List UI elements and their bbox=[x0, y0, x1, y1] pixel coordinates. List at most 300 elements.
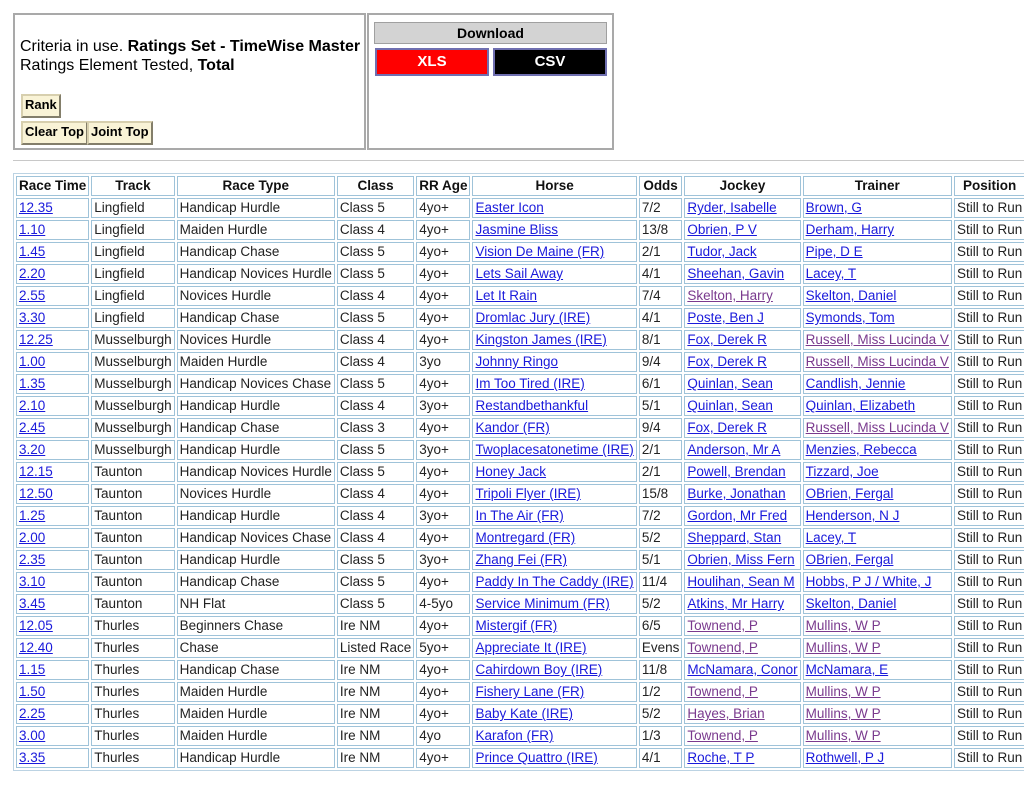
trainer-link[interactable]: Russell, Miss Lucinda V bbox=[805, 354, 949, 369]
class-cell: Class 5 bbox=[337, 242, 414, 262]
table-row bbox=[16, 308, 1024, 328]
xls-download-button[interactable]: XLS bbox=[375, 48, 489, 76]
rr-age-cell: 4yo+ bbox=[416, 528, 470, 548]
jockey-link[interactable]: Ryder, Isabelle bbox=[687, 200, 777, 215]
jockey-cell bbox=[684, 352, 800, 372]
class-cell: Class 4 bbox=[337, 484, 414, 504]
race-type-cell: Handicap Chase bbox=[177, 660, 335, 680]
race-time-link[interactable]: 1.15 bbox=[19, 662, 46, 677]
table-body bbox=[16, 198, 1024, 768]
trainer-link[interactable]: Candlish, Jennie bbox=[805, 376, 906, 391]
trainer-cell bbox=[803, 374, 952, 394]
horse-cell bbox=[472, 528, 636, 548]
trainer-cell bbox=[803, 308, 952, 328]
jockey-link[interactable]: Poste, Ben J bbox=[687, 310, 764, 325]
trainer-link[interactable]: Rothwell, P J bbox=[805, 750, 885, 765]
horse-link[interactable]: Twoplacesatonetime (IRE) bbox=[475, 442, 634, 457]
odds-cell: 6/5 bbox=[639, 616, 683, 636]
race-time-link[interactable]: 3.10 bbox=[19, 574, 46, 589]
track-cell: Musselburgh bbox=[91, 330, 174, 350]
rr-age-cell: 4yo+ bbox=[416, 264, 470, 284]
trainer-link[interactable]: Henderson, N J bbox=[805, 508, 900, 523]
jockey-link[interactable]: Townend, P bbox=[687, 684, 758, 699]
horse-link[interactable]: Prince Quattro (IRE) bbox=[475, 750, 598, 765]
race-time-cell bbox=[16, 198, 89, 218]
criteria-line-1: Criteria in use. Ratings Set - TimeWise Master bbox=[20, 38, 361, 55]
horse-link[interactable]: Montregard (FR) bbox=[475, 530, 576, 545]
race-time-cell bbox=[16, 264, 89, 284]
race-time-link[interactable]: 12.25 bbox=[19, 332, 53, 347]
race-time-link[interactable]: 2.45 bbox=[19, 420, 46, 435]
horse-cell bbox=[472, 660, 636, 680]
race-type-cell: Novices Hurdle bbox=[177, 330, 335, 350]
table-row bbox=[16, 572, 1024, 592]
table-row bbox=[16, 374, 1024, 394]
horse-cell bbox=[472, 506, 636, 526]
race-time-link[interactable]: 1.10 bbox=[19, 222, 46, 237]
jockey-link[interactable]: Quinlan, Sean bbox=[687, 398, 773, 413]
jockey-link[interactable]: Townend, P bbox=[687, 640, 758, 655]
class-cell: Class 4 bbox=[337, 220, 414, 240]
table-row bbox=[16, 220, 1024, 240]
race-time-cell bbox=[16, 616, 89, 636]
race-type-cell: Maiden Hurdle bbox=[177, 726, 335, 746]
position-cell: Still to Run bbox=[954, 484, 1024, 504]
trainer-cell bbox=[803, 418, 952, 438]
position-cell: Still to Run bbox=[954, 462, 1024, 482]
table-row bbox=[16, 198, 1024, 218]
trainer-link[interactable]: Russell, Miss Lucinda V bbox=[805, 420, 949, 435]
horse-cell bbox=[472, 418, 636, 438]
race-type-cell: Handicap Chase bbox=[177, 308, 335, 328]
race-type-cell: Handicap Chase bbox=[177, 572, 335, 592]
track-cell: Lingfield bbox=[91, 220, 174, 240]
csv-download-button[interactable]: CSV bbox=[493, 48, 607, 76]
trainer-link[interactable]: Tizzard, Joe bbox=[805, 464, 879, 479]
jockey-link[interactable]: Townend, P bbox=[687, 618, 758, 633]
horse-link[interactable]: Dromlac Jury (IRE) bbox=[475, 310, 591, 325]
position-cell: Still to Run bbox=[954, 396, 1024, 416]
trainer-link[interactable]: Pipe, D E bbox=[805, 244, 863, 259]
race-time-cell bbox=[16, 418, 89, 438]
trainer-link[interactable]: OBrien, Fergal bbox=[805, 486, 894, 501]
race-type-cell: Chase bbox=[177, 638, 335, 658]
track-cell: Lingfield bbox=[91, 264, 174, 284]
table-row bbox=[16, 528, 1024, 548]
race-time-link[interactable]: 2.10 bbox=[19, 398, 46, 413]
trainer-cell bbox=[803, 352, 952, 372]
horse-cell bbox=[472, 242, 636, 262]
race-type-cell: NH Flat bbox=[177, 594, 335, 614]
trainer-link[interactable]: Skelton, Daniel bbox=[805, 288, 897, 303]
race-time-cell bbox=[16, 440, 89, 460]
horse-link[interactable]: Service Minimum (FR) bbox=[475, 596, 610, 611]
jockey-link[interactable]: Roche, T P bbox=[687, 750, 755, 765]
rr-age-cell: 4yo+ bbox=[416, 682, 470, 702]
horse-link[interactable]: Tripoli Flyer (IRE) bbox=[475, 486, 581, 501]
horse-link[interactable]: Johnny Ringo bbox=[475, 354, 559, 369]
race-type-cell: Handicap Novices Hurdle bbox=[177, 462, 335, 482]
header-trainer[interactable]: Trainer bbox=[803, 176, 952, 196]
clear-top-button[interactable]: Clear Top bbox=[21, 121, 88, 145]
rr-age-cell: 3yo+ bbox=[416, 396, 470, 416]
horse-link[interactable]: Karafon (FR) bbox=[475, 728, 554, 743]
race-time-cell bbox=[16, 330, 89, 350]
race-time-link[interactable]: 2.00 bbox=[19, 530, 46, 545]
race-time-cell bbox=[16, 704, 89, 724]
track-cell: Thurles bbox=[91, 748, 174, 768]
section-divider bbox=[13, 160, 1024, 161]
table-row bbox=[16, 550, 1024, 570]
jockey-link[interactable]: Fox, Derek R bbox=[687, 420, 767, 435]
trainer-link[interactable]: OBrien, Fergal bbox=[805, 552, 894, 567]
odds-cell: 11/8 bbox=[639, 660, 683, 680]
class-cell: Ire NM bbox=[337, 726, 414, 746]
table-row bbox=[16, 616, 1024, 636]
odds-cell: Evens bbox=[639, 638, 683, 658]
rr-age-cell: 4yo bbox=[416, 726, 470, 746]
track-cell: Taunton bbox=[91, 572, 174, 592]
ratings-set-name: Ratings Set - TimeWise Master bbox=[127, 38, 361, 55]
jockey-cell bbox=[684, 308, 800, 328]
jockey-link[interactable]: Skelton, Harry bbox=[687, 288, 773, 303]
horse-link[interactable]: Kandor (FR) bbox=[475, 420, 550, 435]
horse-link[interactable]: Honey Jack bbox=[475, 464, 547, 479]
race-time-link[interactable]: 1.50 bbox=[19, 684, 46, 699]
class-cell: Class 4 bbox=[337, 396, 414, 416]
race-time-cell bbox=[16, 572, 89, 592]
race-time-link[interactable]: 1.35 bbox=[19, 376, 46, 391]
trainer-link[interactable]: Menzies, Rebecca bbox=[805, 442, 917, 457]
jockey-cell bbox=[684, 726, 800, 746]
trainer-link[interactable]: Mullins, W P bbox=[805, 684, 881, 699]
race-time-cell bbox=[16, 726, 89, 746]
jockey-link[interactable]: Powell, Brendan bbox=[687, 464, 786, 479]
race-time-link[interactable]: 3.00 bbox=[19, 728, 46, 743]
race-time-link[interactable]: 2.35 bbox=[19, 552, 46, 567]
trainer-link[interactable]: Brown, G bbox=[805, 200, 862, 215]
trainer-cell bbox=[803, 594, 952, 614]
race-time-link[interactable]: 12.40 bbox=[19, 640, 53, 655]
jockey-link[interactable]: Quinlan, Sean bbox=[687, 376, 773, 391]
joint-top-button[interactable]: Joint Top bbox=[87, 121, 153, 145]
rr-age-cell: 4yo+ bbox=[416, 748, 470, 768]
jockey-link[interactable]: Tudor, Jack bbox=[687, 244, 757, 259]
track-cell: Lingfield bbox=[91, 198, 174, 218]
race-time-link[interactable]: 12.15 bbox=[19, 464, 53, 479]
odds-cell: 9/4 bbox=[639, 352, 683, 372]
odds-cell: 5/2 bbox=[639, 704, 683, 724]
race-time-link[interactable]: 12.05 bbox=[19, 618, 53, 633]
odds-cell: 8/1 bbox=[639, 330, 683, 350]
horse-cell bbox=[472, 484, 636, 504]
race-time-cell bbox=[16, 528, 89, 548]
trainer-cell bbox=[803, 616, 952, 636]
table-row bbox=[16, 506, 1024, 526]
trainer-cell bbox=[803, 550, 952, 570]
jockey-link[interactable]: McNamara, Conor bbox=[687, 662, 798, 677]
race-type-cell: Handicap Novices Hurdle bbox=[177, 264, 335, 284]
horse-link[interactable]: Restandbethankful bbox=[475, 398, 589, 413]
table-row bbox=[16, 748, 1024, 768]
trainer-link[interactable]: Mullins, W P bbox=[805, 706, 881, 721]
jockey-cell bbox=[684, 198, 800, 218]
race-time-cell bbox=[16, 308, 89, 328]
rr-age-cell: 4yo+ bbox=[416, 220, 470, 240]
table-row bbox=[16, 484, 1024, 504]
race-time-link[interactable]: 3.20 bbox=[19, 442, 46, 457]
jockey-link[interactable]: Houlihan, Sean M bbox=[687, 574, 795, 589]
header-jockey[interactable]: Jockey bbox=[684, 176, 800, 196]
jockey-link[interactable]: Fox, Derek R bbox=[687, 332, 767, 347]
jockey-cell bbox=[684, 264, 800, 284]
position-cell: Still to Run bbox=[954, 242, 1024, 262]
race-time-cell bbox=[16, 220, 89, 240]
trainer-link[interactable]: Derham, Harry bbox=[805, 222, 895, 237]
horse-cell bbox=[472, 682, 636, 702]
class-cell: Ire NM bbox=[337, 704, 414, 724]
race-time-link[interactable]: 3.30 bbox=[19, 310, 46, 325]
horse-cell bbox=[472, 616, 636, 636]
race-type-cell: Handicap Hurdle bbox=[177, 506, 335, 526]
race-time-link[interactable]: 1.45 bbox=[19, 244, 46, 259]
track-cell: Thurles bbox=[91, 638, 174, 658]
horse-link[interactable]: Paddy In The Caddy (IRE) bbox=[475, 574, 634, 589]
position-cell: Still to Run bbox=[954, 682, 1024, 702]
race-time-link[interactable]: 12.50 bbox=[19, 486, 53, 501]
odds-cell: 11/4 bbox=[639, 572, 683, 592]
trainer-cell bbox=[803, 748, 952, 768]
jockey-link[interactable]: Sheppard, Stan bbox=[687, 530, 782, 545]
jockey-link[interactable]: Atkins, Mr Harry bbox=[687, 596, 785, 611]
class-cell: Class 5 bbox=[337, 308, 414, 328]
horse-cell bbox=[472, 330, 636, 350]
trainer-link[interactable]: Mullins, W P bbox=[805, 618, 881, 633]
trainer-cell bbox=[803, 198, 952, 218]
header-odds[interactable]: Odds bbox=[639, 176, 683, 196]
odds-cell: 9/4 bbox=[639, 418, 683, 438]
position-cell: Still to Run bbox=[954, 748, 1024, 768]
class-cell: Ire NM bbox=[337, 748, 414, 768]
odds-cell: 7/2 bbox=[639, 506, 683, 526]
class-cell: Class 4 bbox=[337, 352, 414, 372]
odds-cell: 6/1 bbox=[639, 374, 683, 394]
horse-link[interactable]: Vision De Maine (FR) bbox=[475, 244, 605, 259]
jockey-link[interactable]: Anderson, Mr A bbox=[687, 442, 781, 457]
track-cell: Musselburgh bbox=[91, 374, 174, 394]
jockey-link[interactable]: Sheehan, Gavin bbox=[687, 266, 785, 281]
race-time-link[interactable]: 3.45 bbox=[19, 596, 46, 611]
jockey-link[interactable]: Gordon, Mr Fred bbox=[687, 508, 788, 523]
class-cell: Class 3 bbox=[337, 418, 414, 438]
odds-cell: 2/1 bbox=[639, 440, 683, 460]
class-cell: Class 4 bbox=[337, 286, 414, 306]
jockey-cell bbox=[684, 704, 800, 724]
header-rr-age[interactable]: RR Age bbox=[416, 176, 470, 196]
jockey-link[interactable]: Hayes, Brian bbox=[687, 706, 765, 721]
jockey-cell bbox=[684, 242, 800, 262]
race-time-link[interactable]: 3.35 bbox=[19, 750, 46, 765]
jockey-link[interactable]: Obrien, P V bbox=[687, 222, 757, 237]
class-cell: Class 5 bbox=[337, 550, 414, 570]
jockey-link[interactable]: Townend, P bbox=[687, 728, 758, 743]
header-race-time[interactable]: Race Time bbox=[16, 176, 89, 196]
horse-link[interactable]: In The Air (FR) bbox=[475, 508, 564, 523]
trainer-link[interactable]: Hobbs, P J / White, J bbox=[805, 574, 932, 589]
horse-cell bbox=[472, 198, 636, 218]
position-cell: Still to Run bbox=[954, 638, 1024, 658]
race-time-link[interactable]: 2.20 bbox=[19, 266, 46, 281]
race-time-link[interactable]: 1.00 bbox=[19, 354, 46, 369]
position-cell: Still to Run bbox=[954, 308, 1024, 328]
rr-age-cell: 5yo+ bbox=[416, 638, 470, 658]
race-time-cell bbox=[16, 374, 89, 394]
rank-button[interactable]: Rank bbox=[21, 94, 61, 118]
jockey-link[interactable]: Fox, Derek R bbox=[687, 354, 767, 369]
odds-cell: 7/4 bbox=[639, 286, 683, 306]
races-table bbox=[13, 173, 1024, 771]
rr-age-cell: 3yo bbox=[416, 352, 470, 372]
track-cell: Lingfield bbox=[91, 286, 174, 306]
jockey-cell bbox=[684, 594, 800, 614]
race-time-link[interactable]: 2.55 bbox=[19, 288, 46, 303]
trainer-cell bbox=[803, 682, 952, 702]
race-time-cell bbox=[16, 396, 89, 416]
trainer-link[interactable]: McNamara, E bbox=[805, 662, 889, 677]
class-cell: Class 5 bbox=[337, 462, 414, 482]
trainer-cell bbox=[803, 660, 952, 680]
horse-cell bbox=[472, 726, 636, 746]
horse-cell bbox=[472, 286, 636, 306]
race-time-link[interactable]: 1.25 bbox=[19, 508, 46, 523]
trainer-link[interactable]: Mullins, W P bbox=[805, 640, 881, 655]
jockey-cell bbox=[684, 374, 800, 394]
horse-link[interactable]: Jasmine Bliss bbox=[475, 222, 559, 237]
jockey-cell bbox=[684, 396, 800, 416]
horse-cell bbox=[472, 748, 636, 768]
header-class[interactable]: Class bbox=[337, 176, 414, 196]
position-cell: Still to Run bbox=[954, 220, 1024, 240]
horse-cell bbox=[472, 396, 636, 416]
horse-link[interactable]: Let It Rain bbox=[475, 288, 538, 303]
race-time-cell bbox=[16, 286, 89, 306]
horse-cell bbox=[472, 352, 636, 372]
rr-age-cell: 4yo+ bbox=[416, 616, 470, 636]
trainer-link[interactable]: Russell, Miss Lucinda V bbox=[805, 332, 949, 347]
jockey-cell bbox=[684, 660, 800, 680]
track-cell: Thurles bbox=[91, 726, 174, 746]
odds-cell: 13/8 bbox=[639, 220, 683, 240]
header-race-type[interactable]: Race Type bbox=[177, 176, 335, 196]
trainer-cell bbox=[803, 462, 952, 482]
header-horse[interactable]: Horse bbox=[472, 176, 636, 196]
race-time-link[interactable]: 12.35 bbox=[19, 200, 53, 215]
class-cell: Class 4 bbox=[337, 528, 414, 548]
trainer-link[interactable]: Lacey, T bbox=[805, 266, 857, 281]
track-cell: Taunton bbox=[91, 506, 174, 526]
table-row bbox=[16, 682, 1024, 702]
position-cell: Still to Run bbox=[954, 594, 1024, 614]
class-cell: Class 4 bbox=[337, 330, 414, 350]
trainer-link[interactable]: Quinlan, Elizabeth bbox=[805, 398, 916, 413]
track-cell: Musselburgh bbox=[91, 352, 174, 372]
position-cell: Still to Run bbox=[954, 616, 1024, 636]
trainer-cell bbox=[803, 506, 952, 526]
race-type-cell: Handicap Novices Chase bbox=[177, 374, 335, 394]
position-cell: Still to Run bbox=[954, 286, 1024, 306]
track-cell: Lingfield bbox=[91, 242, 174, 262]
horse-link[interactable]: Zhang Fei (FR) bbox=[475, 552, 568, 567]
position-cell: Still to Run bbox=[954, 528, 1024, 548]
jockey-cell bbox=[684, 330, 800, 350]
criteria-panel bbox=[13, 13, 366, 150]
jockey-cell bbox=[684, 682, 800, 702]
race-type-cell: Maiden Hurdle bbox=[177, 704, 335, 724]
race-type-cell: Handicap Hurdle bbox=[177, 748, 335, 768]
jockey-link[interactable]: Obrien, Miss Fern bbox=[687, 552, 795, 567]
horse-link[interactable]: Lets Sail Away bbox=[475, 266, 564, 281]
horse-cell bbox=[472, 550, 636, 570]
rr-age-cell: 4yo+ bbox=[416, 704, 470, 724]
trainer-cell bbox=[803, 484, 952, 504]
table-row bbox=[16, 418, 1024, 438]
header-track[interactable]: Track bbox=[91, 176, 174, 196]
class-cell: Class 5 bbox=[337, 374, 414, 394]
odds-cell: 1/3 bbox=[639, 726, 683, 746]
race-type-cell: Maiden Hurdle bbox=[177, 220, 335, 240]
race-time-cell bbox=[16, 550, 89, 570]
trainer-link[interactable]: Skelton, Daniel bbox=[805, 596, 897, 611]
table-row bbox=[16, 396, 1024, 416]
race-time-cell bbox=[16, 638, 89, 658]
jockey-cell bbox=[684, 748, 800, 768]
track-cell: Musselburgh bbox=[91, 440, 174, 460]
trainer-link[interactable]: Mullins, W P bbox=[805, 728, 881, 743]
trainer-cell bbox=[803, 396, 952, 416]
odds-cell: 4/1 bbox=[639, 264, 683, 284]
rr-age-cell: 3yo+ bbox=[416, 506, 470, 526]
odds-cell: 5/2 bbox=[639, 528, 683, 548]
horse-cell bbox=[472, 638, 636, 658]
race-type-cell: Novices Hurdle bbox=[177, 286, 335, 306]
class-cell: Class 5 bbox=[337, 572, 414, 592]
horse-link[interactable]: Easter Icon bbox=[475, 200, 544, 215]
ratings-element-name: Total bbox=[197, 57, 235, 74]
horse-link[interactable]: Im Too Tired (IRE) bbox=[475, 376, 585, 391]
jockey-cell bbox=[684, 286, 800, 306]
position-cell: Still to Run bbox=[954, 198, 1024, 218]
position-cell: Still to Run bbox=[954, 330, 1024, 350]
horse-link[interactable]: Cahirdown Boy (IRE) bbox=[475, 662, 603, 677]
race-time-link[interactable]: 2.25 bbox=[19, 706, 46, 721]
rr-age-cell: 4yo+ bbox=[416, 242, 470, 262]
header-position[interactable]: Position bbox=[954, 176, 1024, 196]
horse-link[interactable]: Kingston James (IRE) bbox=[475, 332, 607, 347]
trainer-link[interactable]: Symonds, Tom bbox=[805, 310, 895, 325]
jockey-link[interactable]: Burke, Jonathan bbox=[687, 486, 786, 501]
horse-cell bbox=[472, 440, 636, 460]
horse-link[interactable]: Baby Kate (IRE) bbox=[475, 706, 574, 721]
trainer-link[interactable]: Lacey, T bbox=[805, 530, 857, 545]
trainer-cell bbox=[803, 220, 952, 240]
horse-link[interactable]: Fishery Lane (FR) bbox=[475, 684, 585, 699]
horse-link[interactable]: Mistergif (FR) bbox=[475, 618, 558, 633]
race-time-cell bbox=[16, 594, 89, 614]
race-time-cell bbox=[16, 682, 89, 702]
horse-cell bbox=[472, 462, 636, 482]
rr-age-cell: 3yo+ bbox=[416, 440, 470, 460]
horse-link[interactable]: Appreciate It (IRE) bbox=[475, 640, 587, 655]
